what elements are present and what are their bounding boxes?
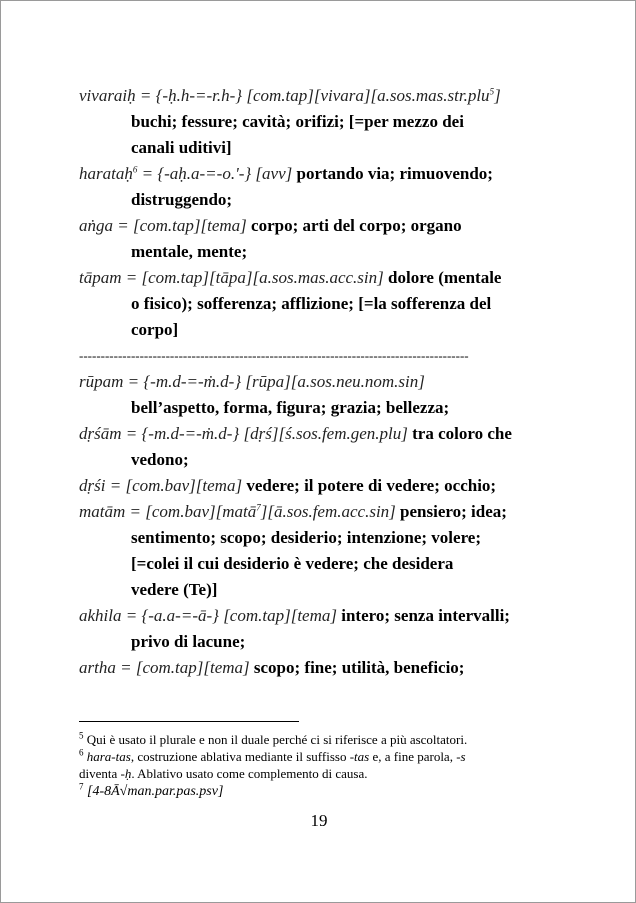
section-divider: ------------------------------------------------------------------------------------------ [79, 348, 469, 363]
entry-gloss: scopo; fine; utilità, beneficio; [249, 658, 465, 677]
footnote-6: $^6$ hara-tas, costruzione ablativa mediante il suffisso -tas e, a fine parola, -s [79, 747, 466, 764]
glossary-entry [79, 499, 559, 603]
entry-lemma: dṛśi [79, 476, 106, 495]
entries-group-b [79, 369, 559, 681]
entry-head-line [79, 265, 559, 291]
entry-grammar: [com.tap][tema] [223, 606, 337, 625]
glossary-entry [79, 213, 559, 265]
entry-gloss-continuation: bell’aspetto, forma, figura; grazia; bellezza; [131, 398, 450, 417]
entry-sandhi: = {-m.d-=-ṁ.d-} [123, 372, 246, 391]
entry-head-line [79, 473, 559, 499]
entry-sandhi: = {-a.a-=-ā-} [121, 606, 224, 625]
entry-grammar: [com.tap][vivara][a.sos.mas.str.plu [246, 86, 490, 105]
entry-head-line [79, 161, 559, 187]
entry-sandhi: = [113, 216, 133, 235]
entries-group-a [79, 83, 559, 343]
entry-gloss: portando via; rimuovendo; [292, 164, 493, 183]
footnote-ref: 5 [489, 86, 495, 97]
glossary-entry [79, 473, 559, 499]
glossary-entry [79, 655, 559, 681]
entry-gloss-continuation: corpo] [131, 320, 179, 339]
entry-head-line [79, 603, 559, 629]
entry-head-line [79, 83, 559, 109]
entry-gloss: intero; senza intervalli; [337, 606, 510, 625]
entry-sandhi: = [121, 268, 142, 287]
entry-grammar: [com.tap][tema] [132, 216, 247, 235]
entry-head-line [79, 213, 559, 239]
entry-gloss-continuation: [=colei il cui desiderio è vedere; che desidera [131, 554, 454, 573]
entry-sandhi: = [115, 658, 136, 677]
glossary-entry [79, 603, 559, 655]
entry-head-line [79, 499, 559, 525]
entry-gloss: pensiero; idea; [395, 502, 507, 521]
entry-gloss-continuation: vedere (Te)] [131, 580, 218, 599]
entry-gloss-continuation: o fisico); sofferenza; afflizione; [=la sofferenza del [131, 294, 492, 313]
footnote-rule [79, 721, 299, 722]
glossary-entry [79, 83, 559, 161]
footnote-7: $^7$ [4-8Ā√man.par.pas.psv] [79, 781, 224, 799]
entry-lemma: harataḥ [79, 164, 133, 183]
glossary-entry [79, 265, 559, 343]
entry-gloss-continuation: distruggendo; [131, 190, 233, 209]
entry-sandhi: = [105, 476, 126, 495]
entry-gloss-continuation: canali uditivi] [131, 138, 232, 157]
footnotes [79, 731, 569, 800]
entry-gloss: dolore (mentale [383, 268, 502, 287]
entry-sandhi: = {-aḥ.a-=-o.'-} [137, 164, 256, 183]
footnote-6-cont: diventa -ḥ. Ablativo usato come complemento di causa. [79, 766, 368, 781]
entry-gloss-continuation: sentimento; scopo; desiderio; intenzione; volere; [131, 528, 482, 547]
footnote-ref: 7 [256, 502, 261, 513]
entry-sandhi: = {-m.d-=-ṁ.d-} [121, 424, 244, 443]
entry-gloss-continuation: vedono; [131, 450, 189, 469]
entry-lemma: akhila [79, 606, 122, 625]
entry-grammar: [dṛś][ś.sos.fem.gen.plu] [243, 424, 408, 443]
entry-gloss-continuation: privo di lacune; [131, 632, 246, 651]
glossary-entry [79, 421, 559, 473]
entry-grammar: [avv] [255, 164, 293, 183]
entry-grammar: [com.bav][matā [145, 502, 257, 521]
page-number: 19 [310, 811, 328, 830]
entry-head-line [79, 655, 559, 681]
footnote-5: $^5$ Qui è usato il plurale e non il duale perché ci si riferisce a più ascoltatori. [79, 730, 468, 747]
entry-sandhi: = [125, 502, 146, 521]
entry-sandhi: = {-ḥ.h-=-r.h-} [135, 86, 247, 105]
entry-grammar: [com.bav][tema] [125, 476, 243, 495]
entry-grammar: [com.tap][tema] [135, 658, 250, 677]
glossary-entries [79, 83, 559, 681]
entry-head-line [79, 421, 559, 447]
entry-gloss: tra coloro che [407, 424, 512, 443]
entry-lemma: rūpam [79, 372, 124, 391]
entry-lemma: aṅga [79, 216, 113, 235]
glossary-entry [79, 369, 559, 421]
glossary-entry [79, 161, 559, 213]
entry-head-line [79, 369, 559, 395]
entry-grammar: [com.tap][tāpa][a.sos.mas.acc.sin] [141, 268, 384, 287]
footnote-ref: 6 [132, 164, 138, 175]
entry-gloss: corpo; arti del corpo; organo [246, 216, 462, 235]
entry-lemma: vivaraiḥ [79, 86, 136, 105]
entry-lemma: tāpam [79, 268, 122, 287]
entry-lemma: matām [79, 502, 126, 521]
entry-grammar-tail: ][ā.sos.fem.acc.sin] [260, 502, 396, 521]
entry-gloss-continuation: mentale, mente; [131, 242, 248, 261]
entry-gloss-continuation: buchi; fessure; cavità; orifizi; [=per mezzo dei [131, 112, 464, 131]
entry-lemma: artha [79, 658, 116, 677]
entry-grammar: [rūpa][a.sos.neu.nom.sin] [245, 372, 425, 391]
entry-gloss: vedere; il potere di vedere; occhio; [242, 476, 497, 495]
entry-grammar-tail: ] [494, 86, 501, 105]
entry-lemma: dṛśām [79, 424, 122, 443]
